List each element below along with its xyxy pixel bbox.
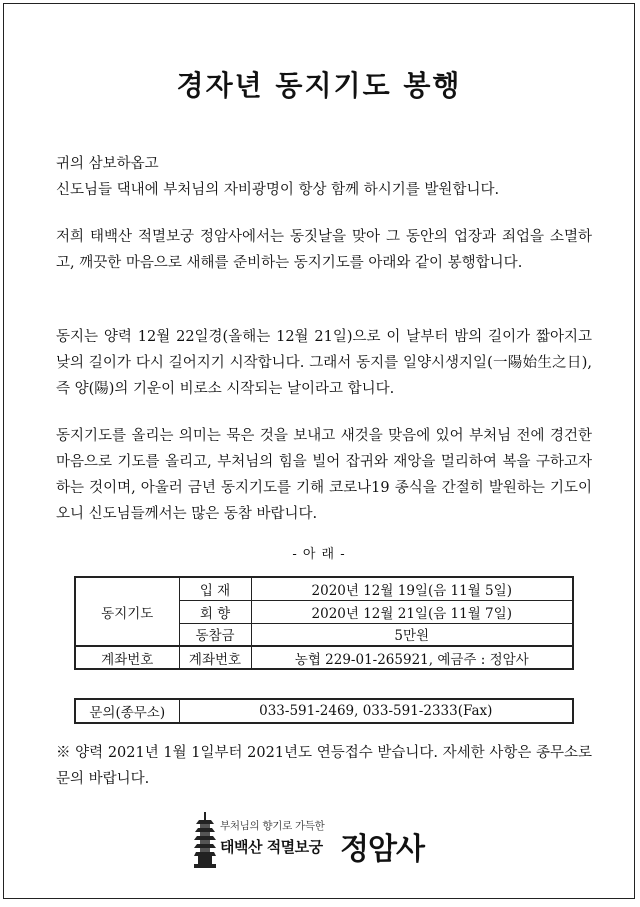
details-divider: - 아 래 -: [292, 547, 346, 562]
document-page: [3, 3, 635, 899]
prayer-info-table: [74, 576, 574, 670]
table-row: [75, 577, 573, 600]
account-label: 계좌번호: [179, 646, 251, 669]
logo-tagline: 부처님의 향기로 가득한: [220, 820, 325, 832]
row-label-start: 입 재: [179, 577, 251, 600]
greeting-line-2: 신도님들 댁내에 부처님의 자비광명이 항상 함께 하시기를 발원합니다.: [56, 182, 500, 198]
registration-notice: ※ 양력 2021년 1월 1일부터 2021년도 연등접수 받습니다. 자세한 사항은 종무소로 문의 바랍니다.: [56, 745, 592, 787]
paragraph-intro: 저희 태백산 적멸보궁 정암사에서는 동짓날을 맞아 그 동안의 업장과 죄업을 소멸하고, 깨끗한 마음으로 새해를 준비하는 동지기도를 아래와 같이 봉행합니다.: [56, 229, 592, 271]
document-title: 경자년 동지기도 봉행: [176, 69, 462, 102]
row-value-start: 2020년 12월 19일(음 11월 5일): [251, 577, 573, 600]
table-row: [75, 646, 573, 669]
prayer-group-label: 동지기도: [75, 577, 179, 646]
table-row: [75, 699, 573, 723]
contact-table: [74, 698, 574, 724]
logo-main-text: 태백산 적멸보궁: [220, 838, 323, 856]
paragraph-prayer-purpose: 동지기도를 올리는 의미는 묵은 것을 보내고 새것을 맞음에 있어 부처님 전에 경건한 마음으로 기도를 올리고, 부처님의 힘을 빌어 잡귀와 재앙을 멀리하여 복을 구하고자 하는 것이며, 아울러 금년 동지기도를 기해 코로나19 종식을 간절히 발원하는 기도이오니 신도님들께서는 많은 동참 바랍니다.: [56, 428, 592, 522]
row-value-end: 2020년 12월 21일(음 11월 7일): [251, 600, 573, 623]
paragraph-dongji-meaning: 동지는 양력 12월 22일경(올해는 12월 21일)으로 이 날부터 밤의 길이가 짧아지고 낮의 길이가 다시 길어지기 시작합니다. 그래서 동지를 일양시생지일(一陽始生之日), 즉 양(陽)의 기운이 비로소 시작되는 날이라고 합니다.: [56, 329, 592, 397]
row-label-end: 회 향: [179, 600, 251, 623]
contact-label: 문의(종무소): [75, 699, 179, 723]
account-value: 농협 229-01-265921, 예금주 : 정암사: [251, 646, 573, 669]
logo-temple-name: 정암사: [340, 832, 424, 867]
pagoda-icon: [194, 812, 216, 868]
contact-value: 033-591-2469, 033-591-2333(Fax): [179, 699, 573, 723]
greeting-line-1: 귀의 삼보하옵고: [56, 156, 159, 172]
row-value-fee: 5만원: [251, 623, 573, 646]
row-label-fee: 동참금: [179, 623, 251, 646]
temple-logo: [194, 812, 464, 872]
account-group-label: 계좌번호: [75, 646, 179, 669]
